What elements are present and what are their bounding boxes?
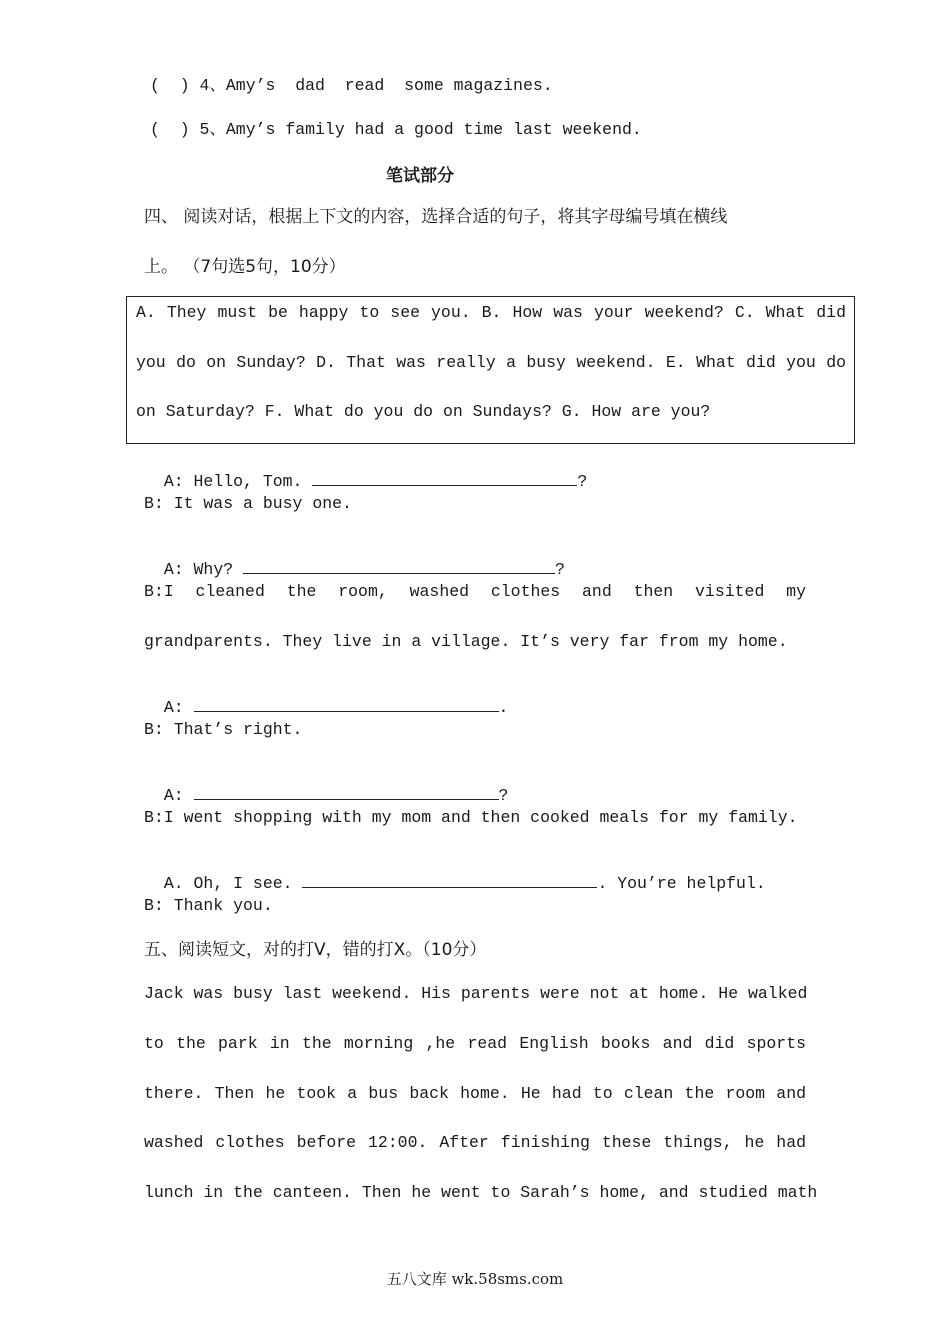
- answer-blank-5[interactable]: [302, 873, 597, 888]
- passage-line-5: lunch in the canteen. Then he went to Sarah’s home, and studied math: [144, 1183, 818, 1202]
- dialogue-line-10: B: Thank you.: [144, 896, 273, 915]
- dialogue-5-suffix: .: [498, 698, 509, 717]
- dialogue-line-5: [144, 675, 508, 719]
- dialogue-line-2: B: It was a busy one.: [144, 494, 352, 513]
- section4-instruction-line2: 上。 （7句选5句，10分）: [144, 257, 346, 277]
- dialogue-line-3: [144, 537, 565, 581]
- answer-blank-2[interactable]: [243, 559, 555, 574]
- dialogue-line-4a: B:I cleaned the room, washed clothes and then visited my: [144, 582, 806, 601]
- dialogue-7-suffix: ?: [498, 786, 509, 805]
- options-line-3: on Saturday? F. What do you do on Sundays? G. How are you?: [136, 402, 711, 421]
- options-line-1: A. They must be happy to see you. B. How was your weekend? C. What did: [136, 303, 846, 322]
- passage-line-3: there. Then he took a bus back home. He had to clean the room and: [144, 1084, 806, 1103]
- passage-line-1: Jack was busy last weekend. His parents were not at home. He walked: [144, 984, 808, 1003]
- listening-item-5: ( ) 5、Amy’s family had a good time last weekend.: [150, 120, 642, 139]
- dialogue-line-4b: grandparents. They live in a village. It’s very far from my home.: [144, 632, 788, 651]
- dialogue-9-suffix: . You’re helpful.: [597, 874, 766, 893]
- options-line-2: you do on Sunday? D. That was really a busy weekend. E. What did you do: [136, 353, 846, 372]
- dialogue-line-7: [144, 763, 508, 807]
- answer-blank-3[interactable]: [194, 697, 499, 712]
- dialogue-3-prefix: A: Why?: [163, 560, 244, 579]
- dialogue-7-prefix: A:: [163, 786, 194, 805]
- dialogue-5-prefix: A:: [163, 698, 194, 717]
- answer-blank-1[interactable]: [312, 471, 577, 486]
- dialogue-9-prefix: A. Oh, I see.: [163, 874, 303, 893]
- written-section-title: 笔试部分: [386, 166, 454, 186]
- dialogue-1-prefix: A: Hello, Tom.: [163, 472, 313, 491]
- dialogue-line-9: [144, 851, 766, 895]
- section4-instruction-line1: 四、 阅读对话，根据上下文的内容，选择合适的句子，将其字母编号填在横线: [144, 207, 728, 227]
- listening-item-4: ( ) 4、Amy’s dad read some magazines.: [150, 76, 553, 95]
- answer-blank-4[interactable]: [194, 785, 499, 800]
- section5-instruction: 五、阅读短文，对的打V，错的打X。（10分）: [144, 940, 487, 960]
- dialogue-1-suffix: ?: [577, 472, 588, 491]
- dialogue-line-1: [144, 449, 587, 493]
- passage-line-2: to the park in the morning ,he read English books and did sports: [144, 1034, 806, 1053]
- dialogue-3-suffix: ?: [555, 560, 565, 579]
- passage-line-4: washed clothes before 12:00. After finishing these things, he had: [144, 1133, 806, 1152]
- dialogue-line-6: B: That’s right.: [144, 720, 303, 739]
- footer-watermark: 五八文库 wk.58sms.com: [386, 1270, 564, 1288]
- dialogue-line-8: B:I went shopping with my mom and then cooked meals for my family.: [144, 808, 798, 827]
- options-box: [126, 296, 855, 444]
